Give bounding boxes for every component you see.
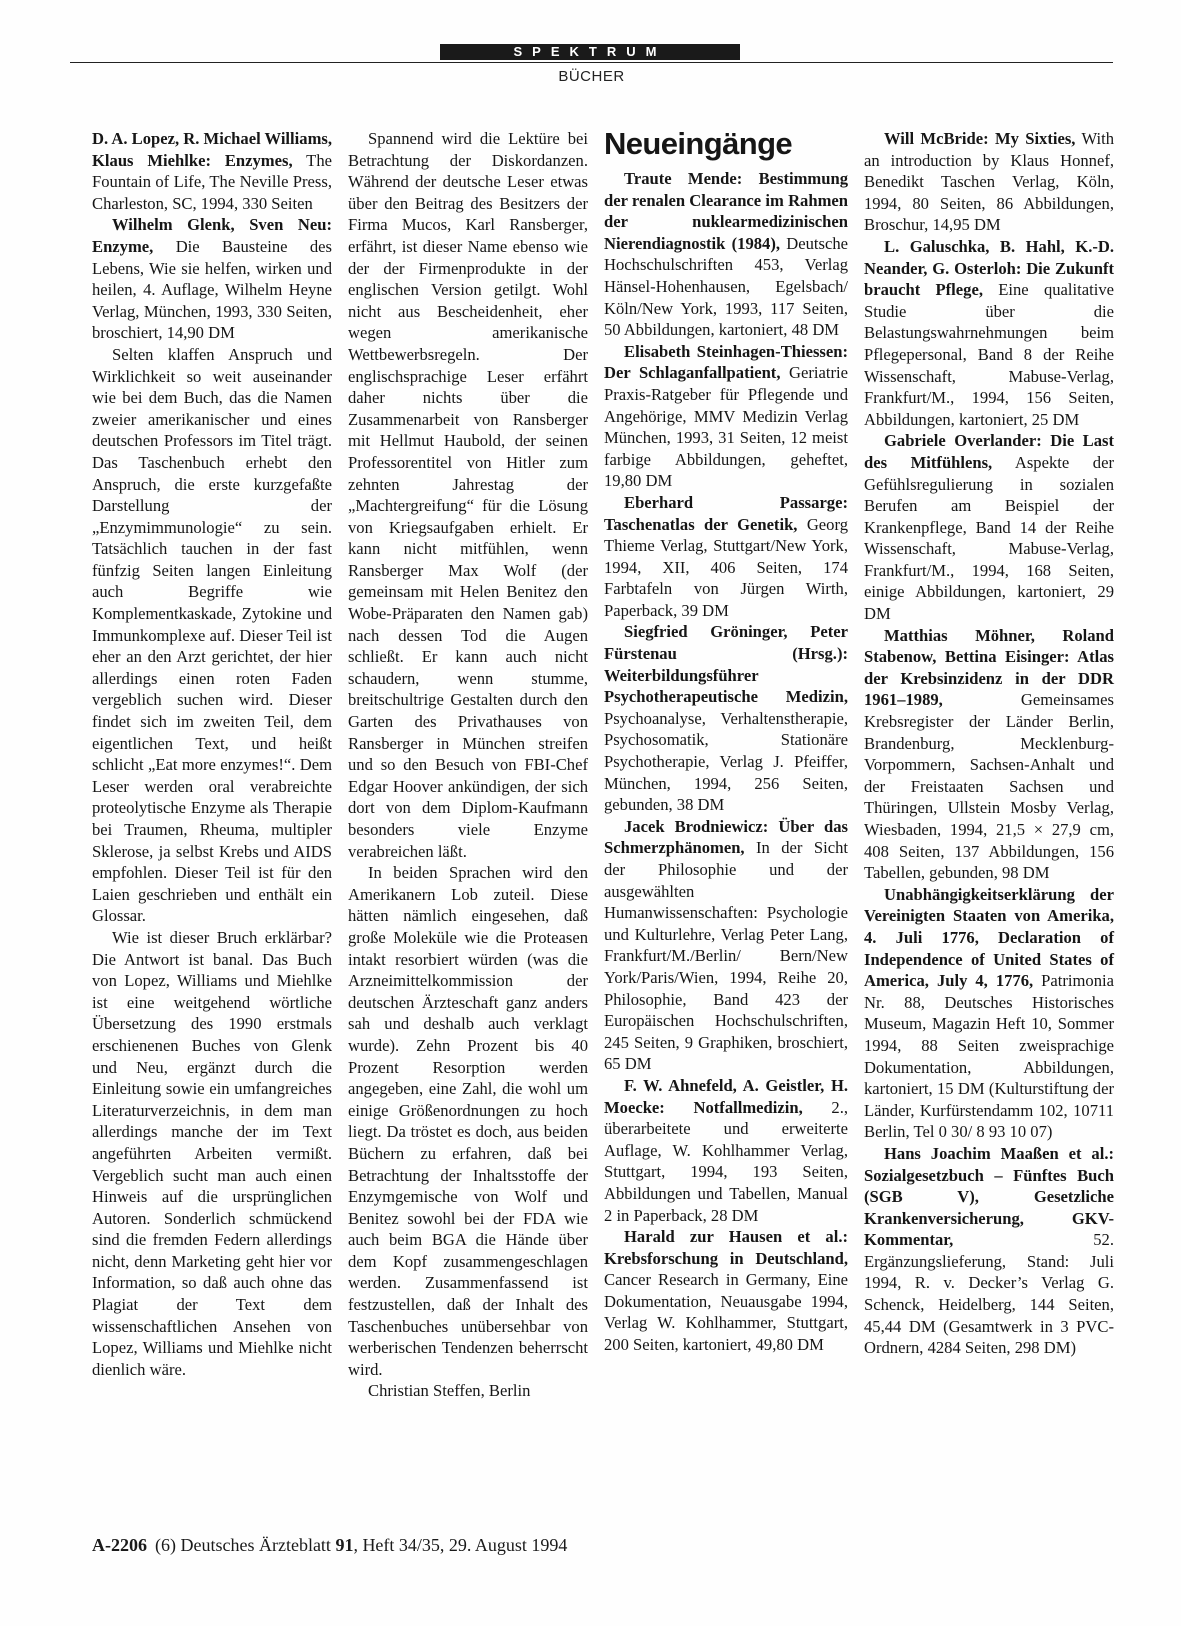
book-title: Eberhard Passarge: Taschenatlas der Genetik, bbox=[604, 492, 848, 534]
review-paragraph: Spannend wird die Lektüre bei Betrachtung der Diskordanzen. Während der deutsche Leser etwas über den Beitrag des Besitzers der Firma Mucos, Karl Ransberger, erfährt, ist dieser Name ebenso wie der der Firmenprodukte in der englischen Version getilgt. Wohl nicht aus Bescheidenheit, eher wegen amerikanische Wettbewerbsregeln. Der englischsprachige Leser erfährt daher nichts über die Zusammenarbeit von Ransberger mit Hellmut Haubold, der seinen Professorentitel von Hitler zum zehnten Jahrestag der „Machtergreifung“ für die Lösung von Kriegsaufgaben erhielt. Er kann nicht mitfühlen, wenn Ransberger Max Wolf (der gemeinsam mit Helen Benitez den Wobe-Präparaten den Namen gab) nach dessen Tod die Augen schließt. Er kann auch nicht schaudern, wenn stumme, breitschultrige Gestalten durch den Garten des Privathauses von Ransberger in München streifen und so den Besuch von FBI-Chef Edgar Hoover ankündigen, der sich dort von dem Diplom-Kaufmann besonders viele Enzyme verabreichen läßt. bbox=[348, 129, 588, 861]
page-footer bbox=[92, 1535, 567, 1556]
book-entry bbox=[604, 492, 848, 622]
book-entry bbox=[604, 1075, 848, 1226]
book-entry bbox=[604, 168, 848, 341]
page-header bbox=[70, 40, 1113, 90]
book-entry bbox=[864, 430, 1114, 624]
book-title: Matthias Möhner, Roland Stabenow, Bettina Eisinger: Atlas der Krebsinzidenz in der DDR 1961–1989, bbox=[864, 625, 1114, 710]
header-rule bbox=[70, 62, 1113, 63]
book-details: With an introduction by Klaus Honnef, Benedikt Taschen Verlag, Köln, 1994, 80 Seiten, 86 Abbildungen, Broschur, 14,95 DM bbox=[864, 129, 1114, 235]
book-details: Cancer Research in Germany, Eine Dokumentation, Neuausgabe 1994, Verlag W. Kohlhammer, Stuttgart, 200 Seiten, kartoniert, 49,80 DM bbox=[604, 1270, 848, 1355]
book-entry bbox=[604, 341, 848, 492]
book-entry bbox=[604, 1226, 848, 1356]
book-entry bbox=[92, 214, 332, 344]
book-details: Die Bausteine des Lebens, Wie sie helfen, wirken und heilen, 4. Auflage, Wilhelm Heyne Verlag, München, 1993, 330 Seiten, broschiert, 14,90 DM bbox=[92, 236, 332, 343]
book-title: Wilhelm Glenk, Sven Neu: Enzyme, bbox=[92, 215, 332, 256]
footer-issue-date: , Heft 34/35, 29. August 1994 bbox=[353, 1535, 568, 1555]
book-title: Will McBride: My Sixties, bbox=[884, 129, 1076, 148]
book-details: Aspekte der Gefühlsregulierung in sozialen Berufen am Beispiel der Krankenpflege, Band 14 der Reihe Wissenschaft, Mabuse-Verlag, Frankfurt/M., 1994, 168 Seiten, einige Abbildungen, kartoniert, 29 DM bbox=[864, 452, 1114, 624]
book-details: Patrimonia Nr. 88, Deutsches Historisches Museum, Magazin Heft 10, Sommer 1994, 88 Seiten zweisprachige Dokumentation, Abbildungen, kartoniert, 15 DM (Kulturstiftung der Länder, Kurfürstendamm 102, 10711 Berlin, Tel 0 30/ 8 93 10 07) bbox=[864, 971, 1114, 1142]
book-details: The Fountain of Life, The Neville Press, Charleston, SC, 1994, 330 Seiten bbox=[92, 150, 332, 213]
book-title: Elisabeth Steinhagen-Thiessen: Der Schlaganfallpatient, bbox=[604, 341, 848, 383]
book-title: Hans Joachim Maaßen et al.: Sozialgesetzbuch – Fünftes Buch (SGB V), Gesetzliche Krankenversicherung, GKV-Kommentar, bbox=[864, 1143, 1114, 1250]
book-details: Geriatrie Praxis-Ratgeber für Pflegende und Angehörige, MMV Medizin Verlag München, 1993, 31 Seiten, 12 meist farbige Abbildungen, geheftet, 19,80 DM bbox=[604, 363, 848, 491]
book-entry bbox=[92, 128, 332, 214]
section-title: SPEKTRUM bbox=[440, 44, 740, 60]
book-entry bbox=[864, 884, 1114, 1143]
footer-volume: 91 bbox=[335, 1535, 354, 1555]
column-new-arrivals-1 bbox=[604, 126, 848, 1356]
book-details: 2., überarbeitete und erweiterte Auflage, W. Kohlhammer Verlag, Stuttgart, 1994, 193 Seiten, Abbildungen und Tabellen, Manual 2 in Paperback, 28 DM bbox=[604, 1097, 848, 1225]
review-paragraph: In beiden Sprachen wird den Amerikanern Lob zuteil. Diese hätten nämlich eingesehen, daß große Moleküle wie die Proteasen intakt resorbiert würden (was die Arzneimittelkommission der deutschen Ärzteschaft ganz anders sah und deshalb auch verklagt wurde). Zehn Prozent bis 40 Prozent Resorption werden angegeben, eine Zahl, die wohl um einige Größenordnungen zu hoch liegt. Da tröstet es doch, aus beiden Büchern zu erfahren, daß bei Betrachtung der Inhaltsstoffe der Enzymgemische von Wolf und Benitez sowohl bei der FDA wie auch beim BGA die Hände über dem Kopf zusammengeschlagen werden. Zusammenfassend ist festzustellen, daß der Inhalt des Taschenbuches unübersehbar von werberischen Tendenzen beherrscht wird. bbox=[348, 863, 588, 1379]
book-entry bbox=[604, 816, 848, 1075]
book-details: Georg Thieme Verlag, Stuttgart/New York, 1994, XII, 406 Seiten, 174 Farbtafeln von Jürgen Wirth, Paperback, 39 DM bbox=[604, 514, 848, 620]
book-details: Psychoanalyse, Verhaltenstherapie, Psychosomatik, Stationäre Psychotherapie, Verlag J. Pfeiffer, München, 1994, 256 Seiten, gebunden, 38 DM bbox=[604, 708, 848, 815]
book-entry bbox=[864, 1143, 1114, 1359]
book-title: Gabriele Overlander: Die Last des Mitfühlens, bbox=[864, 431, 1114, 472]
column-review-2 bbox=[348, 128, 588, 1402]
new-arrivals-heading: Neueingänge bbox=[604, 126, 793, 161]
review-paragraph: Wie ist dieser Bruch erklärbar? Die Antwort ist banal. Das Buch von Lopez, Williams und Miehlke ist eine weitgehend wörtliche Übersetzung des 1990 erstmals erschienenen Buches von Glenk und Neu, ergänzt durch die Einleitung sowie ein umfangreiches Literaturverzeichnis, in dem man allerdings manche der im Text angeführten Arbeiten vermißt. Vergeblich sucht man auch einen Hinweis auf die ursprünglichen Autoren. Sonderlich schmückend sind die fremden Federn allerdings nicht, denn Marketing geht hier vor Information, so daß auch ohne das Plagiat der Text dem wissenschaftlichen Ansehen von Lopez, Williams und Miehlke nicht dienlich wäre. bbox=[92, 927, 332, 1379]
book-details: Eine qualitative Studie über die Belastungswahrnehmungen beim Pflegepersonal, Band 8 der Reihe Wissenschaft, Mabuse-Verlag, Frankfurt/M., 1994, 156 Seiten, Abbildungen, kartoniert, 25 DM bbox=[864, 280, 1114, 429]
book-title: F. W. Ahnefeld, A. Geistler, H. Moecke: Notfallmedizin, bbox=[604, 1075, 848, 1117]
subsection-title: BÜCHER bbox=[558, 68, 625, 85]
column-review-1 bbox=[92, 128, 332, 1380]
review-paragraph: Selten klaffen Anspruch und Wirklichkeit so weit auseinander wie bei dem Buch, das die Namen zweier amerikanischer und eines deutschen Professors im Titel trägt. Das Taschenbuch erhebt den Anspruch, die erste kurzgefaßte Darstellung der „Enzymimmunologie“ zu sein. Tatsächlich tauchen in der fast fünfzig Seiten langen Einleitung auch Begriffe wie Komplementkaskade, Zytokine und Immunkomplexe auf. Dieser Teil ist eher an den Arzt gerichtet, der hier allerdings einen roten Faden vergeblich suchen wird. Dieser findet sich im zweiten Teil, dem eigentlichen Text, und heißt schlicht „Eat more enzymes!“. Dem Leser werden oral verabreichte proteolytische Enzyme als Therapie bei Traumen, Rheuma, multipler Sklerose, ja selbst Krebs und AIDS empfohlen. Dieser Teil ist für den Laien geschrieben und enthält ein Glossar. bbox=[92, 344, 332, 926]
review-signature: Christian Steffen, Berlin bbox=[368, 1381, 531, 1401]
book-title: Siegfried Gröninger, Peter Fürstenau (Hrsg.): Weiterbildungsführer Psychotherapeutische Medizin, bbox=[604, 622, 848, 707]
page-code: A-2206 bbox=[92, 1535, 147, 1555]
book-details: In der Sicht der Philosophie und der ausgewählten Humanwissenschaften: Psychologie und Kulturlehre, Verlag Peter Lang, Frankfurt/M./Berlin/ Bern/New York/Paris/Wien, 1994, Reihe 20, Philosophie, Band 423 der Europäischen Hochschulschriften, 245 Seiten, 9 Graphiken, broschiert, 65 DM bbox=[604, 838, 848, 1074]
book-title: Traute Mende: Bestimmung der renalen Clearance im Rahmen der nuklearmedizinischen Nierendiagnostik (1984), bbox=[604, 169, 848, 253]
book-entry bbox=[864, 128, 1114, 236]
book-title: D. A. Lopez, R. Michael Williams, Klaus Miehlke: Enzymes, bbox=[92, 129, 332, 170]
book-title: Unabhängigkeitserklärung der Vereinigten Staaten von Amerika, 4. Juli 1776, Declaration of Independence of United States of America, July 4, 1776, bbox=[864, 884, 1114, 991]
book-entry bbox=[604, 621, 848, 815]
book-title: L. Galuschka, B. Hahl, K.-D. Neander, G. Osterloh: Die Zukunft braucht Pflege, bbox=[864, 236, 1114, 300]
book-details: Deutsche Hochschulschriften 453, Verlag Hänsel-Hohenhausen, Egelsbach/ Köln/New York, 1993, 117 Seiten, 50 Abbildungen, kartoniert, 48 DM bbox=[604, 233, 849, 340]
book-details: 52. Ergänzungslieferung, Stand: Juli 1994, R. v. Decker’s Verlag G. Schenck, Heidelberg, 144 Seiten, 45,44 DM (Gesamtwerk in 3 PVC-Ordnern, 4284 Seiten, 298 DM) bbox=[864, 1230, 1114, 1358]
book-title: Harald zur Hausen et al.: Krebsforschung in Deutschland, bbox=[604, 1227, 848, 1268]
book-entry bbox=[864, 236, 1114, 430]
book-entry bbox=[864, 625, 1114, 884]
book-details: Gemeinsames Krebsregister der Länder Berlin, Brandenburg, Mecklenburg-Vorpommern, Sachsen-Anhalt und der Freistaaten Sachsen und Thüringen, Ullstein Mosby Verlag, Wiesbaden, 1994, 21,5 × 27,9 cm, 408 Seiten, 137 Abbildungen, 156 Tabellen, gebunden, 98 DM bbox=[864, 690, 1114, 883]
book-title: Jacek Brodniewicz: Über das Schmerzphänomen, bbox=[604, 816, 848, 858]
footer-journal: (6) Deutsches Ärzteblatt bbox=[155, 1535, 336, 1555]
column-new-arrivals-2 bbox=[864, 128, 1114, 1359]
